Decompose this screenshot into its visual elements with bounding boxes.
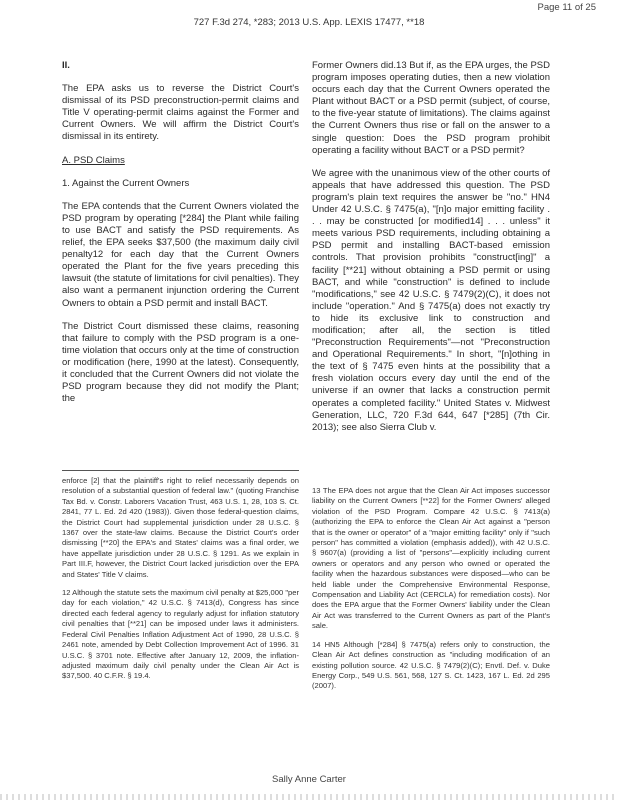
left-column [62, 60, 299, 416]
footer-signature: Sally Anne Carter [272, 774, 346, 785]
body-paragraph: Former Owners did.13 But if, as the EPA urges, the PSD program imposes operating duties, then a new violation occurs each day that the Current Owners operated the Plant without BACT or a PSD permit (subject, of course, to the five-year statute of limitations). The claims against the Current Owners thus rise or fall on the answer to a single question: Does the PSD program prohibit operating a facility without BACT or a PSD permit? [312, 60, 550, 156]
body-paragraph: The District Court dismissed these claims, reasoning that failure to comply with the PSD program is a one-time violation that occurs only at the time of construction or modification (here, 1990 at the latest). Consequently, it concluded that the Current Owners did not violate the PSD program because they did not modify the Plant; the [62, 320, 299, 405]
footnote-continuation: enforce [2] that the plaintiff's right to relief necessarily depends on resolution of a substantial question of federal law." (quoting Franchise Tax Bd. v. Constr. Laborers Vacation Trust, 463 U.S. 1, 28, 103 S. Ct. 2841, 77 L. Ed. 2d 420 (1983)). Given those federal-question claims, the District Court had supplemental jurisdiction under 28 U.S.C. § 1367 over the state-law claims. Because the District Court's order dismissing [**20] the EPA's and States' claims was a final order, we have appellate jurisdiction under 28 U.S.C. § 1291. As we explain in Part III.F, however, the District Court lacked jurisdiction over the EPA and States' Title V claims. [62, 476, 299, 579]
footnote-12: 12 Although the statute sets the maximum civil penalty at $25,000 "per day for each violation," 42 U.S.C. § 7413(d), Congress has since directed each federal agency to regularly adjust for inflation statutory civil penalties that [**21] can be imposed under laws it administers. Federal Civil Penalties Inflation Adjustment Act of 1990, 28 U.S.C. § 2461 note, amended by Debt Collection Improvement Act of 1996. 31 U.S.C. § 3701 note. Effective after January 12, 2009, the inflation-adjusted maximum daily civil penalty under the Clean Air Act is $37,500. 40 C.F.R. § 19.4. [62, 588, 299, 681]
footnote-14: 14 HN5 Although [*284] § 7475(a) refers only to construction, the Clean Air Act defines construction as "including modification of an existing pollution source. 42 U.S.C. § 7479(2)(C); Envtl. Def. v. Duke Energy Corp., 549 U.S. 561, 568, 127 S. Ct. 1423, 167 L. Ed. 2d 295 (2007). [312, 639, 550, 691]
heading-psd-claims-text: A. PSD Claims [62, 154, 125, 166]
right-column [312, 60, 550, 445]
page-number: Page 11 of 25 [537, 2, 596, 13]
heading-against-current-owners: 1. Against the Current Owners [62, 177, 190, 189]
case-citation-header: 727 F.3d 274, *283; 2013 U.S. App. LEXIS 17477, **18 [193, 17, 425, 28]
body-paragraph: The EPA contends that the Current Owners violated the PSD program by operating [*284] the Plant while failing to use BACT and satisfy the PSD requirements. As relief, the EPA seeks $37,500 (the maximum daily civil penalty12 for each day that the Current Owners operated the Plant for the five years preceding this lawsuit (the statute of limitations for civil penalties). They also want a permanent injunction ordering the Current Owners to obtain a PSD permit and install BACT. [62, 200, 299, 309]
left-footnotes [62, 476, 299, 690]
scan-edge-artifact [0, 794, 618, 800]
footnote-13: 13 The EPA does not argue that the Clean Air Act imposes successor liability on the Current Owners [**22] for the Former Owners' alleged violation of the PSD Program. Compare 42 U.S.C. § 7413(a) (authorizing the EPA to enforce the Clean Air Act against a "person that is the owner or operator" of a "major emitting facility" only if "such person" has committed a violation (emphasis added)), with 42 U.S.C. § 9607(a) (providing a list of "persons"—explicitly including current owners or operators and any person who owned or operated the facility when the hazardous substances were disposed—who can be held liable under the Comprehensive Environmental Response, Compensation and Liability Act (CERCLA) for remediation costs). Nor does the EPA argue that the Former Owners' liability under the Clean Air Act was transferred to the Current Owners as part of the Plant's sale. [312, 486, 550, 631]
heading-psd-claims[interactable] [62, 155, 299, 167]
body-paragraph: We agree with the unanimous view of the other courts of appeals that have addressed this question. The PSD program's plain text requires the answer be "no." HN4 Under 42 U.S.C. § 7475(a), "[n]o major emitting facility . . . may be constructed [or modified14] . . . unless" it meets various PSD requirements, including obtaining a PSD permit and installing BACT-based emission controls. That provision prohibits "construct[ing]" a facility [**21] without obtaining a PSD permit or using BACT, and while "construction" is defined to include "modifications," see 42 U.S.C. § 7479(2)(C), it does not include "operation." And § 7475(a) does not exactly try to hide its exclusive link to construction and modification; after all, the section is titled "Preconstruction Requirements"—not "Preconstruction and Operational Requirements." In short, "[n]othing in the text of § 7475 even hints at the possibility that a fresh violation occurs every day until the end of the universe if an owner that lacks a construction permit operates a completed facility." United States v. Midwest Generation, LLC, 720 F.3d 644, 647 [*285] (7th Cir. 2013); see also Sierra Club v. [312, 167, 550, 433]
right-footnotes [312, 486, 550, 700]
footnote-divider [62, 470, 299, 471]
section-heading-roman: II. [62, 60, 70, 71]
intro-paragraph: The EPA asks us to reverse the District Court's dismissal of its PSD preconstruction-permit claims and Title V operating-permit claims against the Former and Current Owners. We will affirm the District Court's dismissal in its entirety. [62, 83, 299, 143]
